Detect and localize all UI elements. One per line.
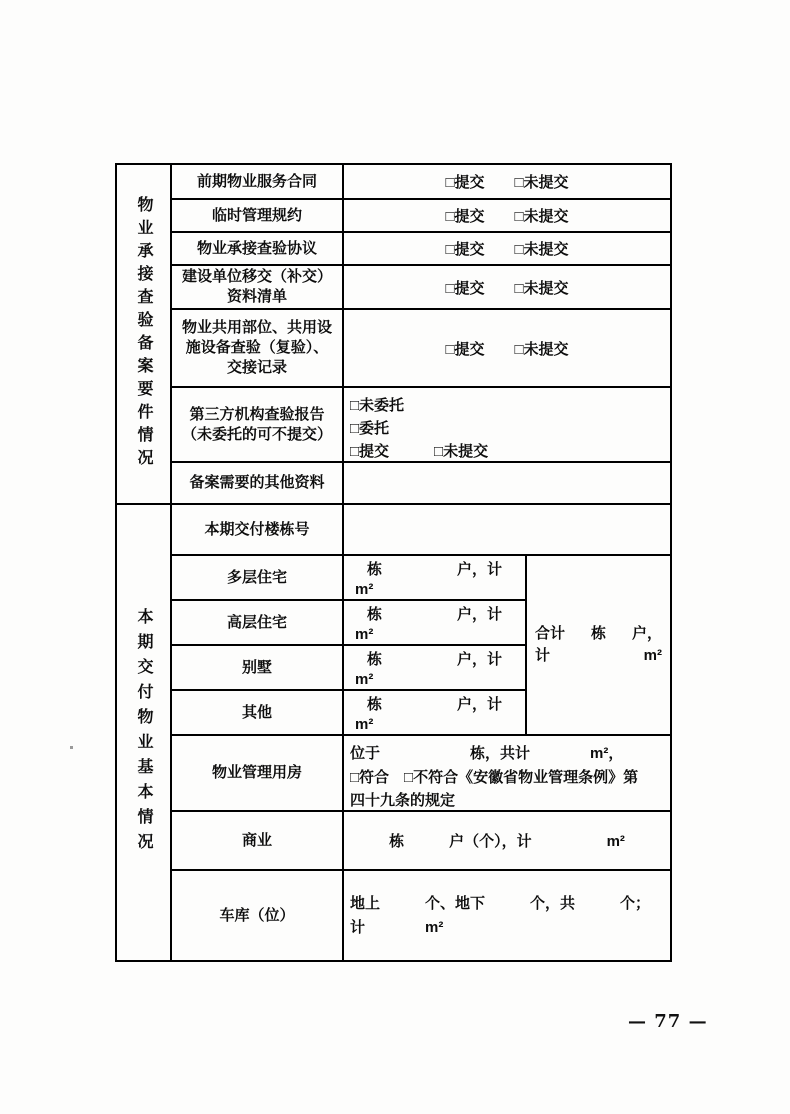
value-villa[interactable] (344, 646, 527, 691)
fill-in-units-line[interactable]: 栋 户，计 (366, 651, 502, 668)
label-third-party-report (172, 388, 344, 463)
section1-header-cell (117, 165, 172, 505)
checkbox-pair[interactable]: □提交 □未提交 (350, 443, 489, 460)
label-handover-inspection-agreement (172, 233, 344, 266)
label-other-housing (172, 691, 344, 736)
unit-square-meters[interactable]: m² (643, 647, 662, 664)
label-multi-storey-housing (172, 556, 344, 601)
value-interim-management-rules[interactable] (344, 200, 670, 233)
label-text-line1: 第三方机构查验报告 (189, 405, 325, 423)
value-multi-storey-housing[interactable] (344, 556, 527, 601)
fill-in-units-line[interactable]: 栋 户（个），计 m² (389, 833, 625, 850)
checkbox-pair[interactable]: □提交 □未提交 (445, 174, 569, 191)
total-buildings[interactable]: 栋 (590, 625, 606, 642)
value-other-filing-materials[interactable] (344, 463, 670, 505)
value-shared-facilities-inspection[interactable] (344, 310, 670, 388)
unit-square-meters[interactable]: m² (355, 716, 374, 733)
label-text: 别墅 (241, 658, 272, 676)
label-text: 备案需要的其他资料 (189, 474, 325, 491)
label-text-line3: 交接记录 (226, 359, 287, 376)
value-delivered-building-numbers[interactable] (344, 505, 670, 556)
value-third-party-report[interactable] (344, 388, 670, 463)
label-text: 前期物业服务合同 (196, 172, 317, 190)
section1-title: 物业承接查验备案要件情况 (135, 196, 152, 472)
value-other-housing[interactable] (344, 691, 527, 736)
label-villa (172, 646, 344, 691)
label-text: 商业 (241, 831, 272, 849)
fill-in-location-line[interactable]: 位于 栋，共计 m²， (350, 745, 624, 762)
label-property-management-room (172, 736, 344, 812)
section2-title: 本期交付物业基本情况 (135, 607, 152, 858)
scan-artifact-dot (70, 746, 73, 749)
checkbox-not-entrusted[interactable]: □未委托 (350, 397, 405, 414)
unit-square-meters[interactable]: m² (355, 581, 374, 598)
total-label[interactable]: 合计 (535, 625, 566, 642)
label-text-line1: 建设单位移交（补交） (181, 268, 332, 285)
checkbox-pair[interactable]: □提交 □未提交 (445, 279, 569, 297)
fill-in-units-line[interactable]: 栋 户，计 (366, 696, 502, 713)
label-text-line2: 资料清单 (226, 288, 287, 305)
value-high-rise-housing[interactable] (344, 601, 527, 646)
fill-in-units-line[interactable]: 栋 户，计 (366, 606, 502, 623)
value-housing-total[interactable] (527, 556, 670, 736)
label-text-line2: （未委托的可不提交） (181, 425, 332, 443)
value-handover-inspection-agreement[interactable] (344, 233, 670, 266)
total-households[interactable]: 户， (631, 625, 662, 642)
fill-in-units-line[interactable]: 栋 户，计 (366, 561, 502, 578)
total-line1 (535, 623, 662, 645)
fill-in-garage-counts-line[interactable]: 地上 个、地下 个，共 个； (350, 894, 651, 912)
checkbox-compliance-line[interactable]: □符合 □不符合《安徽省物业管理条例》第 (350, 768, 639, 786)
label-text: 本期交付楼栋号 (204, 520, 310, 538)
label-text: 其他 (241, 703, 272, 721)
label-interim-management-rules (172, 200, 344, 233)
value-commercial[interactable] (344, 812, 670, 871)
regulation-line: 四十九条的规定 (350, 792, 456, 809)
label-high-rise-housing (172, 601, 344, 646)
filing-form-table (115, 163, 672, 962)
label-developer-transfer-list (172, 266, 344, 310)
label-text-line1: 物业共用部位、共用设 (181, 319, 332, 336)
unit-square-meters[interactable]: m² (355, 626, 374, 643)
page-number: — 77 — (628, 1011, 708, 1032)
fill-in-garage-area-line[interactable]: 计 m² (350, 918, 444, 936)
label-text: 临时管理规约 (211, 206, 302, 224)
label-text: 物业管理用房 (211, 764, 302, 781)
label-text: 多层住宅 (226, 568, 287, 586)
label-commercial (172, 812, 344, 871)
label-garage (172, 871, 344, 960)
label-shared-facilities-inspection (172, 310, 344, 388)
value-preliminary-service-contract[interactable] (344, 165, 670, 200)
label-delivered-building-numbers (172, 505, 344, 556)
checkbox-pair[interactable]: □提交 □未提交 (445, 241, 569, 258)
checkbox-entrusted[interactable]: □委托 (350, 420, 390, 437)
value-garage[interactable] (344, 871, 670, 960)
label-text: 物业承接查验协议 (196, 239, 317, 257)
label-text: 车库（位） (219, 906, 295, 924)
value-property-management-room[interactable] (344, 736, 670, 812)
unit-square-meters[interactable]: m² (355, 671, 374, 688)
label-text: 高层住宅 (226, 613, 287, 631)
label-other-filing-materials (172, 463, 344, 505)
label-text-line2: 施设备查验（复验）、 (185, 339, 329, 356)
value-developer-transfer-list[interactable] (344, 266, 670, 310)
label-preliminary-service-contract (172, 165, 344, 200)
total-line2 (535, 645, 662, 667)
total-count-label[interactable]: 计 (535, 647, 551, 664)
checkbox-pair[interactable]: □提交 □未提交 (445, 208, 569, 225)
section2-header-cell (117, 505, 172, 960)
checkbox-pair[interactable]: □提交 □未提交 (445, 340, 569, 358)
